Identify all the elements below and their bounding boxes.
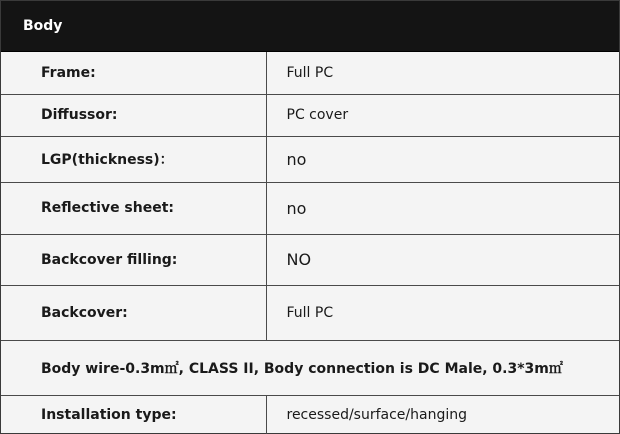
row-value: Full PC xyxy=(266,285,619,340)
row-value: no xyxy=(266,136,619,182)
table-row-diffusor xyxy=(1,94,619,136)
row-value: Full PC xyxy=(266,52,619,94)
table-row-frame xyxy=(1,52,619,94)
row-label: Backcover filling: xyxy=(1,234,266,285)
row-label: Reflective sheet: xyxy=(1,182,266,234)
row-value: NO xyxy=(266,234,619,285)
spec-table xyxy=(1,52,619,434)
row-label: Diffussor: xyxy=(1,94,266,136)
row-label: LGP(thickness)： xyxy=(1,136,266,182)
table-row-installation xyxy=(1,395,619,434)
row-value: recessed/surface/hanging xyxy=(286,406,467,423)
row-value: PC cover xyxy=(266,94,619,136)
wire-note: Body wire-0.3m㎡, CLASS II, Body connection is DC Male, 0.3*3m㎡ xyxy=(1,340,619,395)
row-label: Backcover: xyxy=(1,285,266,340)
table-row-backcover-filling xyxy=(1,234,619,285)
section-header xyxy=(1,1,619,52)
row-value: no xyxy=(266,182,619,234)
table-row-note xyxy=(1,340,619,395)
section-title: Body xyxy=(23,18,63,34)
table-row-lgp xyxy=(1,136,619,182)
row-label: Installation type: xyxy=(1,395,266,434)
table-row-backcover xyxy=(1,285,619,340)
table-row-reflective-sheet xyxy=(1,182,619,234)
row-label: Frame: xyxy=(1,52,266,94)
